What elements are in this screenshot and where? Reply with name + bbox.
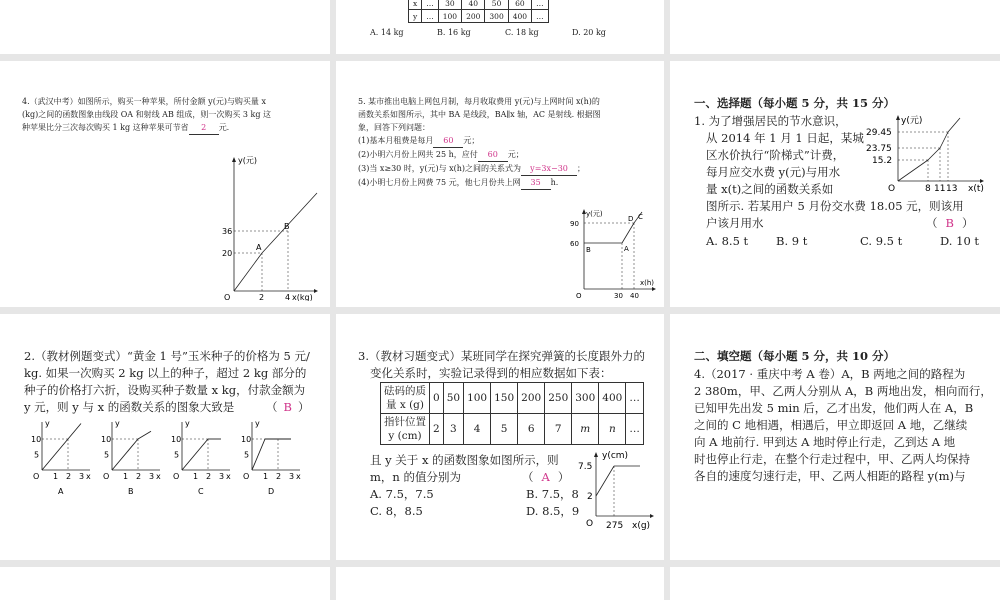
q5-text: (1)基本月租费是每月 <box>358 136 434 145</box>
y-tick: 15.2 <box>872 156 893 166</box>
table-cell: m <box>572 414 599 445</box>
q5-text: 元； <box>463 136 480 145</box>
q5-answer-4: 35 <box>521 176 551 190</box>
x-tick: 3 <box>149 472 155 481</box>
table-cell: 7 <box>545 414 572 445</box>
row-header <box>381 414 430 445</box>
q4-line: 4.（武汉中考）如图所示，购买一种苹果，所付金额 y(元)与购买量 x <box>22 97 266 106</box>
segment-oa <box>234 253 262 291</box>
table-cell: 100 <box>464 383 491 414</box>
row-header <box>381 383 430 414</box>
header-line: y (cm) <box>388 430 422 442</box>
q5-text: (2)小明六月份上网共 25 h，应付 <box>358 150 478 159</box>
x-axis-label: x(kg) <box>292 293 313 301</box>
segment-1 <box>898 160 928 181</box>
q2-line: 2.（教材例题变式）“黄金 1 号”玉米种子的价格为 5 元/ <box>24 349 310 363</box>
q1-text: 户该月用水 <box>706 216 764 230</box>
x-tick: 2 <box>259 293 265 301</box>
x-tick: 1 <box>53 472 59 481</box>
x-tick: 40 <box>630 292 639 300</box>
graph-segment <box>42 439 68 470</box>
y-axis-label: y <box>45 419 50 428</box>
y-axis-label: y <box>115 419 120 428</box>
card-bottom-right <box>670 567 1000 600</box>
table-cell: n <box>599 414 626 445</box>
option-label: A <box>58 487 64 496</box>
q3-graph <box>576 450 664 530</box>
x-tick: 2 <box>276 472 282 481</box>
table-row <box>381 414 644 445</box>
option-d[interactable]: D. 20 kg <box>572 28 606 37</box>
segment-4 <box>948 118 960 132</box>
table-cell: … <box>532 10 549 23</box>
card-r2c1 <box>0 314 330 560</box>
option-label: D <box>268 487 275 496</box>
origin-label: O <box>33 472 40 481</box>
q2-text <box>24 348 324 416</box>
x-tick: 1 <box>263 472 269 481</box>
q5-line <box>358 176 658 190</box>
x-tick: 3 <box>219 472 225 481</box>
paren-close: ） <box>297 400 310 414</box>
origin-label: O <box>173 472 180 481</box>
paren-close: ） <box>961 216 974 230</box>
q5-text: h. <box>550 178 559 187</box>
q5-text: (3)当 x≥30 时，y(元)与 x(h)之间的关系式为 <box>358 164 522 173</box>
y-tick: 5 <box>104 450 110 460</box>
origin-label: O <box>103 472 110 481</box>
card-q4 <box>0 61 330 307</box>
table-cell: 400 <box>599 383 626 414</box>
x-arrow <box>314 289 318 293</box>
paren-open: （ <box>926 216 938 230</box>
q5-line <box>358 134 658 148</box>
option-d[interactable]: D. 10 t <box>940 234 980 248</box>
table-cell: 200 <box>462 10 485 23</box>
q4-text3: 种苹果比分三次每次购买 1 kg 这种苹果可节省 <box>22 123 189 132</box>
y-tick: 20 <box>222 249 233 258</box>
q5-answer-3: y=3x−30 <box>521 162 577 176</box>
header-line: 量 x (g) <box>385 399 424 411</box>
q1-line: 区水价执行“阶梯式”计费， <box>706 148 845 162</box>
card-r1c3 <box>670 61 1000 307</box>
mass-table <box>408 0 549 23</box>
graph-segment <box>138 431 151 439</box>
q5-line: 5. 某市推出电脑上网包月制，每月收取费用 y(元)与上网时间 x(h)的 <box>358 97 600 106</box>
q4b-line: 时也停止行走，在整个行走过程中，甲、乙两人均保持 <box>694 452 970 466</box>
origin-label: O <box>576 292 582 300</box>
x-axis-label: x(t) <box>968 184 984 193</box>
x-tick: 2 <box>206 472 212 481</box>
graph-segment <box>182 439 208 470</box>
x-arrow <box>652 287 656 291</box>
q2-option-graph-c[interactable] <box>170 418 234 496</box>
option-c[interactable]: C. 9.5 t <box>860 234 903 248</box>
origin-label: O <box>586 519 594 529</box>
q3-text: m，n 的值分别为 <box>370 470 461 484</box>
q3-answer-paren <box>522 469 569 486</box>
option-a[interactable]: A. 8.5 t <box>706 234 749 248</box>
q2-graph-options <box>30 418 330 498</box>
y-axis-label: y <box>255 419 260 428</box>
q3-line: 3.（教材习题变式）某班同学在探究弹簧的长度跟外力的 <box>358 349 645 363</box>
table-cell: 400 <box>508 10 531 23</box>
q5-line: 象，回答下列问题： <box>358 123 430 132</box>
q4-text <box>22 95 322 135</box>
graph-segment <box>112 439 138 470</box>
point-b-label: B <box>284 222 290 231</box>
y-tick: 36 <box>222 227 233 236</box>
x-tick: 2 <box>66 472 72 481</box>
table-cell: … <box>422 10 439 23</box>
rising-segment <box>596 466 614 496</box>
y-axis-label: y(元) <box>238 156 257 165</box>
option-c[interactable]: C. 18 kg <box>505 28 539 37</box>
q1-line <box>694 215 994 232</box>
card-bottom-left <box>0 567 330 600</box>
y-tick: 2 <box>587 492 593 502</box>
q4b-text <box>694 366 994 485</box>
q3-answer: A <box>541 470 550 484</box>
y-axis-label: y(cm) <box>602 451 629 461</box>
x-tick: 1 <box>193 472 199 481</box>
option-label: B <box>128 487 134 496</box>
x-tick: 3 <box>79 472 85 481</box>
q5-graph <box>564 207 664 305</box>
q5-text: ； <box>577 164 586 173</box>
table-cell: 250 <box>545 383 572 414</box>
q2-option-graph-d[interactable] <box>240 418 304 496</box>
y-arrow <box>896 115 900 120</box>
table-row <box>409 0 549 10</box>
point-d-label: D <box>628 215 634 223</box>
y-arrow <box>594 452 598 457</box>
q2-text: y 元，则 y 与 x 的函数关系的图象大致是 <box>24 400 235 414</box>
x-tick: 3 <box>289 472 295 481</box>
x-axis-label: x(g) <box>632 521 651 530</box>
point-a-label: A <box>624 245 629 253</box>
table-cell: … <box>626 414 644 445</box>
q3-line: 变化关系时，实验记录得到的相应数据如下表： <box>370 366 612 380</box>
x-axis-label: x <box>86 472 91 481</box>
x-arrow <box>980 179 984 183</box>
q2-answer: B <box>283 400 292 414</box>
q2-line: kg. 如果一次购买 2 kg 以上的种子，超过 2 kg 部分的 <box>24 366 307 380</box>
q5-line: 函数关系如图所示，其中 BA 是线段，BA∥x 轴，AC 是射线. 根据图 <box>358 110 601 119</box>
q1-graph <box>864 113 996 193</box>
q4-line <box>22 121 322 135</box>
option-a[interactable]: A. 14 kg <box>370 28 404 37</box>
y-tick: 5 <box>244 450 250 460</box>
table-cell: 200 <box>518 383 545 414</box>
q4b-line: 4.（2017 · 重庆中考 A 卷）A，B 两地之间的路程为 <box>694 367 966 381</box>
q2-line <box>24 399 324 416</box>
table-cell: 5 <box>491 414 518 445</box>
q5-text: (4)小明七月份上网费 75 元，他七月份共上网 <box>358 178 521 187</box>
x-tick: 4 <box>285 293 291 301</box>
header-line: 指针位置 <box>384 416 426 428</box>
section-title: 二、填空题（每小题 5 分，共 10 分） <box>694 349 896 363</box>
q1-answer-paren <box>926 215 973 232</box>
option-b[interactable]: B. 9 t <box>776 234 808 248</box>
table-cell: 30 <box>438 0 461 10</box>
card-top-left <box>0 0 330 54</box>
x-axis-label: x <box>156 472 161 481</box>
table-cell: 6 <box>518 414 545 445</box>
q4-line: (kg)之间的函数图象由线段 OA 和射线 AB 组成，则一次购买 3 kg 这 <box>22 110 272 119</box>
y-tick: 90 <box>570 220 579 228</box>
graph-segment <box>68 424 81 440</box>
segment-3 <box>940 132 948 148</box>
table-cell: 300 <box>485 10 508 23</box>
x-axis-label: x(h) <box>640 279 655 287</box>
q1-answer: B <box>945 216 954 230</box>
table-cell: … <box>626 383 644 414</box>
q2-answer-paren <box>266 399 309 416</box>
q1-line: 1. 为了增强居民的节水意识， <box>694 114 847 128</box>
table-cell: 40 <box>462 0 485 10</box>
q5-text <box>358 95 658 190</box>
x-tick: 11 <box>934 184 946 193</box>
point-a-label: A <box>256 243 262 252</box>
y-tick: 10 <box>241 435 252 444</box>
q4-answer: 2 <box>189 121 219 135</box>
y-tick: 7.5 <box>578 462 593 472</box>
point-c-label: C <box>638 213 643 221</box>
y-tick: 5 <box>34 450 40 460</box>
origin-label: O <box>243 472 250 481</box>
table-cell: … <box>422 0 439 10</box>
y-tick: 23.75 <box>866 144 892 154</box>
x-tick: 8 <box>925 184 931 193</box>
card-top-mid <box>336 0 664 54</box>
x-axis-label: x <box>296 472 301 481</box>
table-row <box>381 383 644 414</box>
origin-label: O <box>888 184 896 193</box>
card-bottom-mid <box>336 567 664 600</box>
y-axis-label: y(元) <box>901 116 923 126</box>
table-cell: 150 <box>491 383 518 414</box>
option-a[interactable]: A. 7.5，7.5 <box>370 487 434 501</box>
option-b[interactable]: B. 16 kg <box>437 28 471 37</box>
q5-line <box>358 162 658 176</box>
q4b-line: 向 A 地前行. 甲到达 A 地时停止行走，乙到达 A 地 <box>694 435 956 449</box>
q4b-line: 之间的 C 地相遇，相遇后，甲立即返回 A 地，乙继续 <box>694 418 968 432</box>
spring-table <box>380 382 644 445</box>
table-cell: 300 <box>572 383 599 414</box>
segment-2 <box>928 148 940 160</box>
table-cell: 2 <box>430 414 444 445</box>
table-cell: 4 <box>464 414 491 445</box>
x-tick: 30 <box>614 292 623 300</box>
q5-answer-1: 60 <box>433 134 463 148</box>
q5-text: 元； <box>507 150 524 159</box>
q4b-line: 已知甲先出发 5 min 后，乙才出发，他们两人在 A，B <box>694 401 974 415</box>
table-cell: 60 <box>508 0 531 10</box>
header-line: 砝码的质 <box>384 385 426 397</box>
q4-text4: 元. <box>218 123 230 132</box>
q1-line: 图所示. 若某用户 5 月份交水费 18.05 元，则该用 <box>706 199 964 213</box>
y-arrow <box>232 157 236 162</box>
option-label: C <box>198 487 204 496</box>
table-cell: 50 <box>485 0 508 10</box>
y-tick: 10 <box>101 435 112 444</box>
table-cell: 0 <box>430 383 444 414</box>
section-title: 一、选择题（每小题 5 分，共 15 分） <box>694 96 896 110</box>
ray-ab <box>262 193 317 253</box>
table-cell: 50 <box>443 383 463 414</box>
card-q5 <box>336 61 664 307</box>
q4-graph <box>222 153 322 301</box>
q1-line: 量 x(t)之间的函数关系如 <box>706 182 834 196</box>
q2-option-graph-b[interactable] <box>100 418 164 496</box>
y-axis-label: y <box>185 419 190 428</box>
table-cell: x <box>409 0 422 10</box>
graph-segment <box>252 439 265 470</box>
point-b-label: B <box>586 246 591 254</box>
x-arrow <box>650 514 654 518</box>
x-tick: 13 <box>946 184 958 193</box>
table-cell: 100 <box>438 10 461 23</box>
q5-line <box>358 148 658 162</box>
y-tick: 5 <box>174 450 180 460</box>
table-cell: y <box>409 10 422 23</box>
segment-ad <box>622 223 634 243</box>
paren-open: （ <box>522 470 534 484</box>
origin-label: O <box>224 293 231 301</box>
q3-text <box>358 348 658 382</box>
paren-open: （ <box>266 400 278 414</box>
x-axis-label: x <box>226 472 231 481</box>
x-tick: 2 <box>136 472 142 481</box>
y-tick: 10 <box>31 435 42 444</box>
q1-line: 每月应交水费 y(元)与用水 <box>706 165 841 179</box>
y-axis-label: y(元) <box>586 210 603 218</box>
y-tick: 29.45 <box>866 128 892 138</box>
q4b-line: 2 380m，甲、乙两人分别从 A，B 两地出发，相向而行， <box>694 384 992 398</box>
option-c[interactable]: C. 8，8.5 <box>370 504 423 518</box>
q2-option-graph-a[interactable] <box>30 418 94 496</box>
option-d[interactable]: D. 8.5，9 <box>526 504 580 518</box>
y-tick: 10 <box>171 435 182 444</box>
q5-answer-2: 60 <box>478 148 508 162</box>
table-row <box>409 10 549 23</box>
option-b[interactable]: B. 7.5，8 <box>526 487 579 501</box>
x-tick: 275 <box>606 521 624 530</box>
q2-line: 种子的价格打六折，设购买种子数量 x kg，付款金额为 <box>24 383 306 397</box>
q1-line: 从 2014 年 1 月 1 日起，某城 <box>706 131 864 145</box>
card-top-right <box>670 0 1000 54</box>
paren-close: ） <box>557 470 570 484</box>
table-cell: … <box>532 0 549 10</box>
q4b-line: 各自的速度匀速行走，甲、乙两人相距的路程 y(m)与 <box>694 469 966 483</box>
card-r2c3 <box>670 314 1000 560</box>
card-r2c2 <box>336 314 664 560</box>
x-tick: 1 <box>123 472 129 481</box>
y-tick: 60 <box>570 240 579 248</box>
table-cell: 3 <box>443 414 463 445</box>
q3-line: 且 y 关于 x 的函数图象如图所示，则 <box>370 453 559 467</box>
